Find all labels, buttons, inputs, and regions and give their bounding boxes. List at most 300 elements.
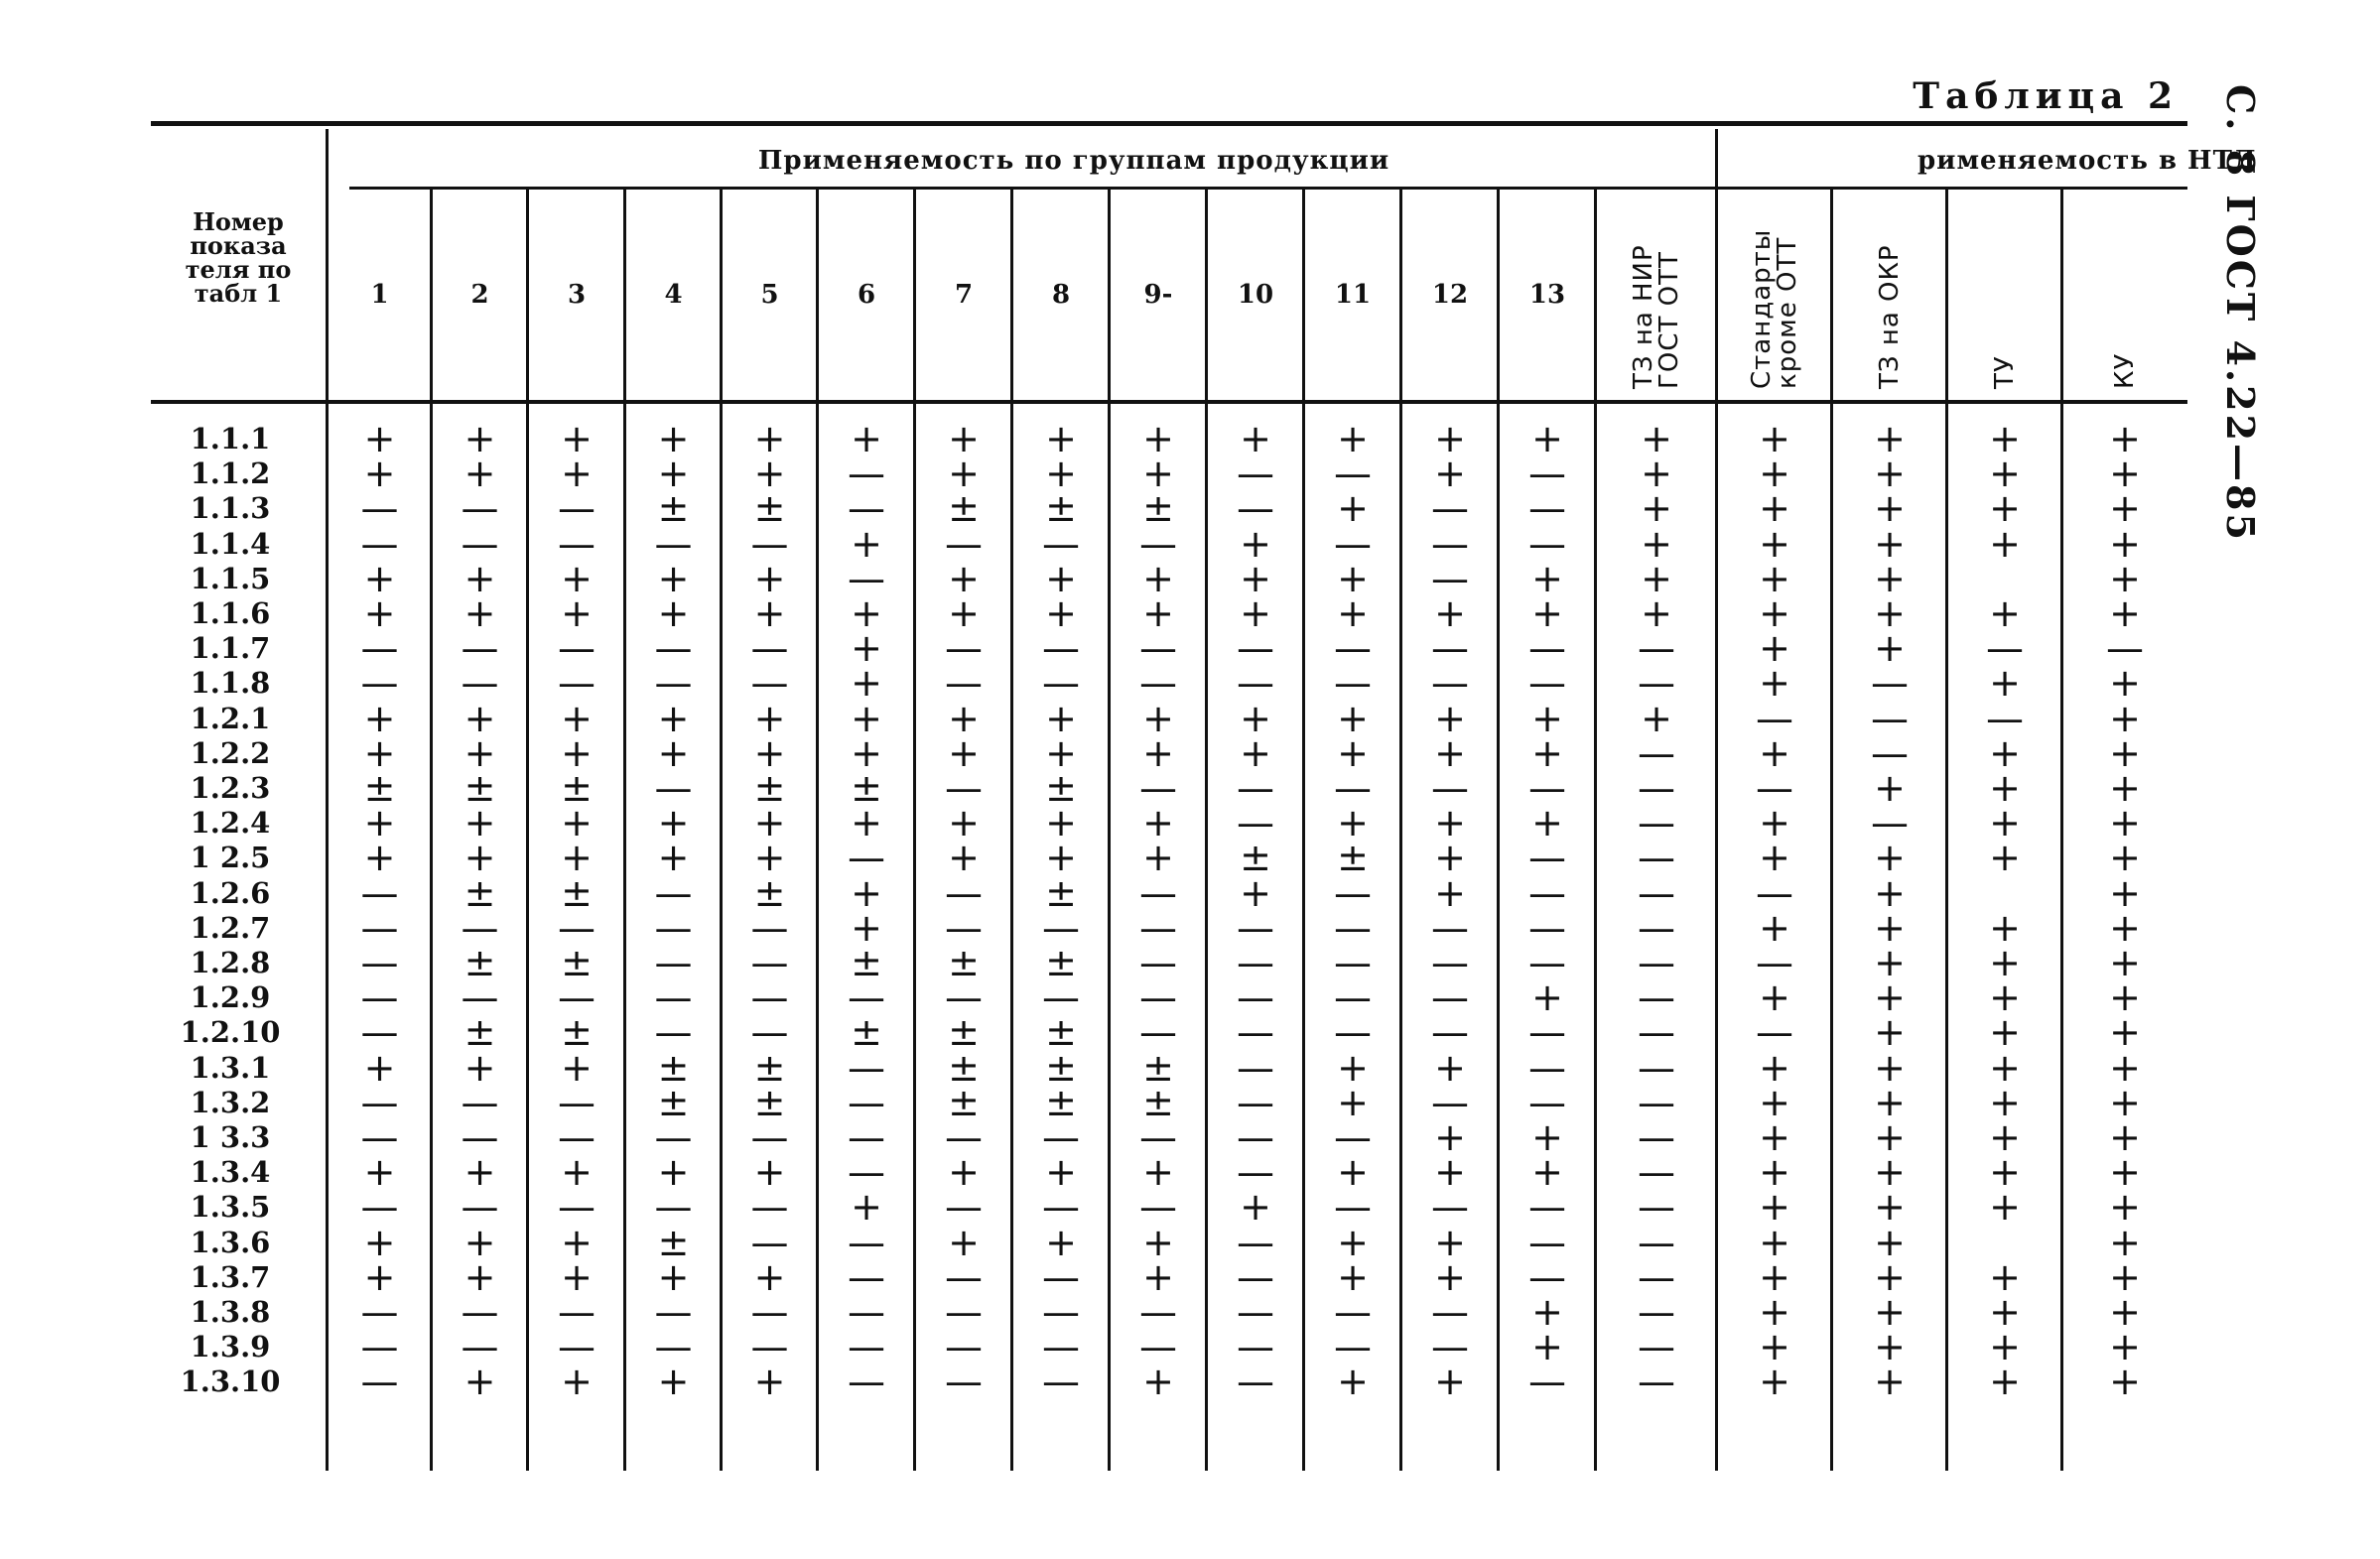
table-cell: + xyxy=(1759,905,1790,950)
ntd-column-label: КУ xyxy=(2110,352,2140,389)
table-cell: — xyxy=(1871,801,1909,845)
table-cell: — xyxy=(1237,1220,1274,1264)
table-cell: — xyxy=(1237,801,1274,845)
table-cell: + xyxy=(2109,870,2141,915)
table-cell: — xyxy=(1528,941,1566,984)
table-cell: + xyxy=(753,452,786,496)
table-cell: — xyxy=(1431,556,1469,600)
table-cell: — xyxy=(1431,626,1469,671)
table-cell: — xyxy=(1431,1185,1469,1230)
table-cell: — xyxy=(1431,1080,1469,1124)
table-cell: — xyxy=(1638,870,1675,915)
table-cell: ± xyxy=(948,1045,980,1090)
table-cell: + xyxy=(1337,1150,1369,1195)
table-cell: + xyxy=(1989,801,2021,845)
table-cell: — xyxy=(1237,905,1274,950)
table-cell: — xyxy=(461,626,499,671)
table-cell: + xyxy=(2109,661,2141,706)
table-cell: — xyxy=(1528,452,1566,496)
table-cell: + xyxy=(1874,905,1906,950)
table-cell: — xyxy=(558,1290,595,1334)
table-cell: — xyxy=(1237,1045,1274,1090)
table-cell: + xyxy=(1434,870,1466,915)
table-cell: — xyxy=(654,661,693,706)
table-cell: + xyxy=(1240,696,1271,740)
column-divider xyxy=(623,189,626,1471)
table-cell: + xyxy=(1337,1080,1369,1124)
table-cell: — xyxy=(1638,836,1675,880)
table-cell: — xyxy=(1638,1360,1675,1404)
table-cell: — xyxy=(750,905,789,950)
table-cell: + xyxy=(2109,1045,2141,1090)
table-cell: — xyxy=(1431,905,1469,950)
row-label: 1 2.5 xyxy=(190,841,271,875)
table-cell: + xyxy=(2109,1185,2141,1230)
table-cell: + xyxy=(753,730,786,775)
table-cell: + xyxy=(1989,591,2021,635)
table-cell: — xyxy=(1334,1010,1372,1055)
table-cell: — xyxy=(1042,1185,1080,1230)
table-cell: + xyxy=(363,556,396,600)
table-cell: + xyxy=(1874,1010,1906,1055)
table-cell: + xyxy=(1759,661,1790,706)
table-cell: + xyxy=(1142,801,1174,845)
table-cell: + xyxy=(948,696,980,740)
table-cell: + xyxy=(561,801,593,845)
table-cell: + xyxy=(1989,905,2021,950)
table-cell: — xyxy=(1237,1325,1274,1369)
table-cell: — xyxy=(1638,1290,1675,1334)
column-number: 4 xyxy=(664,280,683,310)
table-cell: + xyxy=(1874,836,1906,880)
table-cell: + xyxy=(753,1150,786,1195)
table-cell: + xyxy=(1989,1360,2021,1404)
table-cell: + xyxy=(363,801,396,845)
table-cell: + xyxy=(1759,1080,1790,1124)
table-cell: + xyxy=(1142,1360,1174,1404)
table-cell: + xyxy=(1759,1115,1790,1159)
table-cell: + xyxy=(1337,1220,1369,1264)
table-cell: + xyxy=(463,1254,496,1299)
table-cell: + xyxy=(463,836,496,880)
table-cell: + xyxy=(1045,591,1077,635)
table-cell: — xyxy=(1334,975,1372,1020)
table-cell: — xyxy=(360,1325,399,1369)
table-cell: + xyxy=(363,1045,396,1090)
table-cell: — xyxy=(1042,626,1080,671)
table-cell: — xyxy=(461,1325,499,1369)
table-cell: + xyxy=(657,730,690,775)
table-cell: + xyxy=(1045,452,1077,496)
table-cell: + xyxy=(851,696,882,740)
table-cell: — xyxy=(945,870,983,915)
table-cell: — xyxy=(1431,521,1469,566)
table-cell: + xyxy=(657,417,690,460)
table-cell: + xyxy=(1989,941,2021,984)
table-cell: — xyxy=(360,521,399,566)
table-cell: + xyxy=(1142,417,1174,460)
table-cell: + xyxy=(1641,521,1672,566)
table-cell: — xyxy=(1042,1325,1080,1369)
table-cell: — xyxy=(750,975,789,1020)
table-cell: — xyxy=(654,905,693,950)
table-cell: — xyxy=(1237,486,1274,531)
table-cell: — xyxy=(848,556,885,600)
table-cell: + xyxy=(463,696,496,740)
table-cell: + xyxy=(1989,1150,2021,1195)
table-cell: — xyxy=(654,975,693,1020)
table-cell: + xyxy=(753,591,786,635)
table-cell: + xyxy=(1874,521,1906,566)
table-cell: — xyxy=(360,870,399,915)
group-ntd-title: рименяемость в НТД xyxy=(1917,146,2258,176)
table-cell: + xyxy=(753,801,786,845)
table-cell: ± xyxy=(753,766,786,810)
table-cell: + xyxy=(463,1045,496,1090)
table-cell: + xyxy=(948,1220,980,1264)
ntd-column-label: ТЗ на ОКР xyxy=(1875,244,1905,389)
page-header xyxy=(2215,84,2295,543)
table-cell: + xyxy=(363,452,396,496)
table-cell: — xyxy=(1042,905,1080,950)
row-label: 1.1.7 xyxy=(190,631,271,666)
table-cell: ± xyxy=(753,1080,786,1124)
table-cell: — xyxy=(1237,1290,1274,1334)
column-divider xyxy=(1302,189,1305,1471)
table-cell: — xyxy=(848,1220,885,1264)
table-cell: — xyxy=(1237,1115,1274,1159)
table-cell: — xyxy=(558,521,595,566)
table-cell: — xyxy=(1431,1010,1469,1055)
table-cell: — xyxy=(945,766,983,810)
table-cell: — xyxy=(1431,975,1469,1020)
table-cell: — xyxy=(945,521,983,566)
table-cell: — xyxy=(1139,1185,1177,1230)
table-cell: + xyxy=(1240,870,1271,915)
row-label: 1.2.10 xyxy=(180,1015,281,1050)
table-cell: — xyxy=(750,1115,789,1159)
table-cell: + xyxy=(948,417,980,460)
table-cell: + xyxy=(1759,1045,1790,1090)
table-cell: — xyxy=(1528,905,1566,950)
table-cell: — xyxy=(1638,975,1675,1020)
table-cell: + xyxy=(1337,730,1369,775)
table-cell: + xyxy=(753,836,786,880)
table-cell: — xyxy=(558,1115,595,1159)
table-cell: + xyxy=(363,1254,396,1299)
table-cell: ± xyxy=(948,1080,980,1124)
table-cell: — xyxy=(1756,766,1793,810)
table-cell: ± xyxy=(657,1080,690,1124)
table-cell: ± xyxy=(1045,486,1077,531)
table-cell: + xyxy=(561,1150,593,1195)
table-cell: + xyxy=(753,1360,786,1404)
table-cell: — xyxy=(1139,626,1177,671)
table-cell: ± xyxy=(463,941,496,984)
table-cell: + xyxy=(753,696,786,740)
table-cell: + xyxy=(657,556,690,600)
row-label: 1.2.2 xyxy=(190,735,271,770)
table-cell: + xyxy=(657,801,690,845)
ntd-column-header xyxy=(1717,230,1832,389)
table-cell: + xyxy=(1434,452,1466,496)
table-cell: ± xyxy=(948,1010,980,1055)
column-number: 7 xyxy=(954,280,974,310)
row-label: 1.3.1 xyxy=(190,1050,271,1085)
column-number: 13 xyxy=(1528,280,1566,310)
table-cell: — xyxy=(750,941,789,984)
table-cell: + xyxy=(948,801,980,845)
table-cell: + xyxy=(851,661,882,706)
table-top-rule xyxy=(151,121,2187,126)
table-cell: + xyxy=(1045,556,1077,600)
table-cell: ± xyxy=(1240,836,1271,880)
table-cell: — xyxy=(945,1185,983,1230)
table-cell: — xyxy=(1237,1080,1274,1124)
table-cell: + xyxy=(851,730,882,775)
table-cell: + xyxy=(1641,591,1672,635)
table-cell: + xyxy=(1531,801,1563,845)
table-cell: — xyxy=(1042,521,1080,566)
table-cell: — xyxy=(1638,1150,1675,1195)
table-cell: — xyxy=(945,1290,983,1334)
row-label: 1.1.4 xyxy=(190,526,271,561)
table-cell: + xyxy=(1874,1115,1906,1159)
table-cell: + xyxy=(1142,696,1174,740)
table-cell: — xyxy=(1638,626,1675,671)
table-cell: ± xyxy=(1142,1080,1174,1124)
table-cell: + xyxy=(2109,801,2141,845)
table-cell: + xyxy=(561,556,593,600)
table-cell: — xyxy=(1528,1220,1566,1264)
table-cell: + xyxy=(1989,1290,2021,1334)
table-cell: + xyxy=(1759,730,1790,775)
table-cell: + xyxy=(657,1254,690,1299)
table-cell: — xyxy=(654,1290,693,1334)
table-cell: + xyxy=(1641,696,1672,740)
table-cell: — xyxy=(848,1045,885,1090)
table-cell: — xyxy=(558,1325,595,1369)
table-cell: + xyxy=(657,836,690,880)
table-cell: ± xyxy=(561,870,593,915)
table-cell: + xyxy=(2109,905,2141,950)
table-cell: + xyxy=(1337,486,1369,531)
row-label: 1.2.7 xyxy=(190,910,271,945)
table-cell: + xyxy=(1989,486,2021,531)
table-cell: ± xyxy=(1142,1045,1174,1090)
table-cell: — xyxy=(1871,696,1909,740)
row-label: 1.2.3 xyxy=(190,771,271,805)
table-cell: + xyxy=(363,1150,396,1195)
table-cell: ± xyxy=(948,486,980,531)
table-cell: + xyxy=(1240,556,1271,600)
table-cell: — xyxy=(558,486,595,531)
table-cell: — xyxy=(1638,730,1675,775)
table-cell: — xyxy=(1528,1010,1566,1055)
table-cell: — xyxy=(360,661,399,706)
table-cell: — xyxy=(1528,870,1566,915)
table-cell: — xyxy=(1638,661,1675,706)
column-divider xyxy=(816,189,819,1471)
table-cell: + xyxy=(1759,521,1790,566)
table-cell: + xyxy=(1337,1360,1369,1404)
table-cell: — xyxy=(750,661,789,706)
table-cell: + xyxy=(1531,1325,1563,1369)
row-label: 1.1.6 xyxy=(190,596,271,630)
ntd-column-header xyxy=(2062,230,2187,389)
table-cell: — xyxy=(848,836,885,880)
table-cell: + xyxy=(2109,1360,2141,1404)
table-cell: + xyxy=(363,696,396,740)
row-label: 1.3.9 xyxy=(190,1330,271,1364)
table-cell: + xyxy=(851,591,882,635)
table-cell: + xyxy=(1531,975,1563,1020)
table-cell: — xyxy=(1528,766,1566,810)
row-label: 1.1.8 xyxy=(190,666,271,701)
table-cell: — xyxy=(1139,521,1177,566)
table-cell: — xyxy=(558,661,595,706)
table-cell: — xyxy=(654,521,693,566)
table-cell: — xyxy=(945,1254,983,1299)
table-cell: + xyxy=(1989,730,2021,775)
table-cell: — xyxy=(1139,870,1177,915)
table-cell: — xyxy=(1237,1010,1274,1055)
table-cell: + xyxy=(2109,1254,2141,1299)
row-label: 1.1.2 xyxy=(190,456,271,491)
table-cell: ± xyxy=(851,1010,882,1055)
table-cell: + xyxy=(363,417,396,460)
table-cell: + xyxy=(1759,1325,1790,1369)
table-cell: + xyxy=(1434,1045,1466,1090)
table-cell: + xyxy=(463,1360,496,1404)
table-cell: — xyxy=(360,1010,399,1055)
table-cell: — xyxy=(848,1325,885,1369)
table-cell: + xyxy=(1641,556,1672,600)
table-cell: — xyxy=(1042,1360,1080,1404)
table-cell: — xyxy=(1042,1254,1080,1299)
table-cell: — xyxy=(848,1150,885,1195)
table-cell: + xyxy=(463,556,496,600)
table-cell: — xyxy=(461,905,499,950)
table-cell: + xyxy=(1337,417,1369,460)
table-cell: + xyxy=(948,556,980,600)
table-cell: ± xyxy=(753,870,786,915)
table-cell: — xyxy=(1871,730,1909,775)
table-cell: + xyxy=(1142,452,1174,496)
table-cell: + xyxy=(363,1220,396,1264)
table-cell: + xyxy=(561,1220,593,1264)
table-cell: — xyxy=(360,975,399,1020)
table-cell: + xyxy=(948,836,980,880)
table-cell: + xyxy=(1142,1220,1174,1264)
table-cell: ± xyxy=(463,766,496,810)
table-cell: — xyxy=(1528,836,1566,880)
table-cell: + xyxy=(1759,1290,1790,1334)
table-cell: — xyxy=(1334,1185,1372,1230)
table-cell: + xyxy=(463,730,496,775)
table-cell: + xyxy=(1531,730,1563,775)
table-cell: + xyxy=(1989,975,2021,1020)
table-cell: — xyxy=(848,1254,885,1299)
table-cell: + xyxy=(1989,417,2021,460)
table-cell: + xyxy=(1989,1080,2021,1124)
table-cell: + xyxy=(948,452,980,496)
table-cell: + xyxy=(1045,801,1077,845)
table-cell: — xyxy=(750,1325,789,1369)
table-cell: + xyxy=(363,836,396,880)
ntd-column-label: ТУ xyxy=(1990,355,2020,389)
row-label: 1.2.6 xyxy=(190,875,271,910)
page-header-text: С. 8 ГОСТ 4.22—85 xyxy=(2218,84,2263,543)
table-cell: — xyxy=(1139,1010,1177,1055)
table-cell: + xyxy=(851,1185,882,1230)
table-cell: + xyxy=(2109,696,2141,740)
table-cell: — xyxy=(1139,905,1177,950)
ntd-column-header xyxy=(1596,230,1717,389)
row-label: 1.3.4 xyxy=(190,1155,271,1190)
column-number: 3 xyxy=(567,280,587,310)
table-cell: — xyxy=(1528,1080,1566,1124)
table-cell: — xyxy=(1871,661,1909,706)
table-cell: + xyxy=(1337,1045,1369,1090)
table-cell: + xyxy=(657,1150,690,1195)
table-cell: — xyxy=(654,870,693,915)
table-cell: + xyxy=(1759,591,1790,635)
table-cell: + xyxy=(1989,661,2021,706)
column-number: 6 xyxy=(857,280,876,310)
column-divider xyxy=(430,189,433,1471)
table-cell: + xyxy=(1989,521,2021,566)
table-cell: + xyxy=(2109,1115,2141,1159)
table-cell: + xyxy=(2109,1010,2141,1055)
table-cell: + xyxy=(1045,836,1077,880)
table-cell: + xyxy=(2109,1080,2141,1124)
table-cell: + xyxy=(1874,975,1906,1020)
table-cell: — xyxy=(1638,1080,1675,1124)
column-number: 9- xyxy=(1143,280,1173,310)
table-cell: + xyxy=(1240,730,1271,775)
table-cell: + xyxy=(2109,975,2141,1020)
table-cell: + xyxy=(1240,521,1271,566)
table-cell: + xyxy=(1531,1115,1563,1159)
table-cell: — xyxy=(1334,905,1372,950)
table-cell: — xyxy=(558,626,595,671)
table-cell: + xyxy=(2109,452,2141,496)
table-cell: + xyxy=(2109,730,2141,775)
table-cell: — xyxy=(654,766,693,810)
table-cell: ± xyxy=(851,941,882,984)
table-cell: — xyxy=(1042,1290,1080,1334)
table-cell: + xyxy=(561,417,593,460)
table-cell: + xyxy=(948,591,980,635)
column-number: 2 xyxy=(470,280,489,310)
table-cell: + xyxy=(948,730,980,775)
table-cell: + xyxy=(2109,591,2141,635)
ntd-column-label: ТЗ на НИР ГОСТ ОТТ xyxy=(1629,244,1684,389)
table-cell: + xyxy=(2109,417,2141,460)
table-cell: — xyxy=(654,941,693,984)
table-cell: — xyxy=(654,1325,693,1369)
table-cell: + xyxy=(1874,626,1906,671)
table-cell: — xyxy=(360,1360,399,1404)
table-cell: + xyxy=(2109,941,2141,984)
table-cell: — xyxy=(1431,486,1469,531)
table-cell: + xyxy=(1989,1185,2021,1230)
table-cell: + xyxy=(2109,1220,2141,1264)
table-cell: — xyxy=(1528,486,1566,531)
table-cell: + xyxy=(561,730,593,775)
table-cell: + xyxy=(1531,591,1563,635)
